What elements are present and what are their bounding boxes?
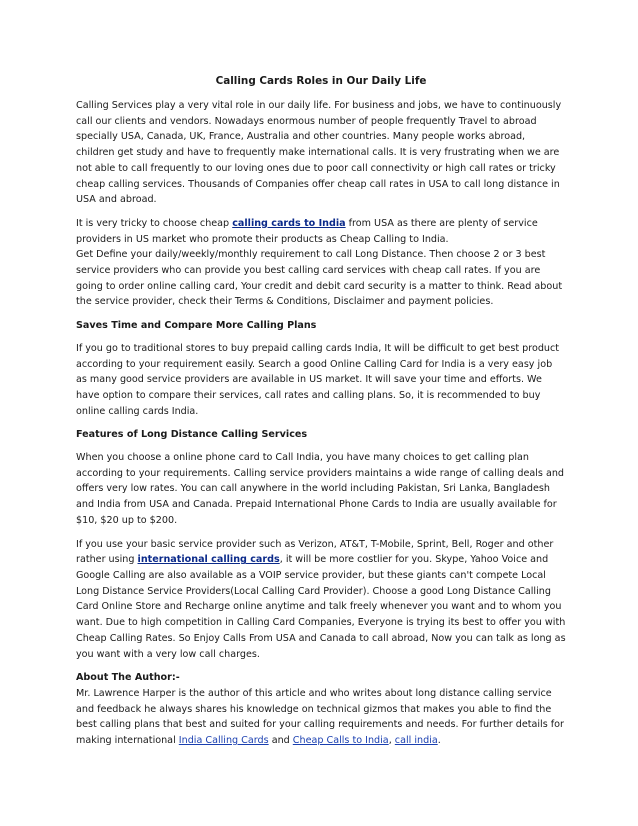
section-paragraph-saves-time: If you go to traditional stores to buy prepaid calling cards India, It will be difficult to get best product according to your requirement easily. Search a good Online Calling Card for India is a very easy job as many good service providers are available in US market. It will save your time and efforts. We have option to compare their services, call rates and calling plans. So, it is recommended to buy online calling cards India. bbox=[76, 342, 560, 417]
cheap-calls-to-india-link[interactable]: Cheap Calls to India bbox=[292, 735, 389, 747]
section-paragraph-features: When you choose a online phone card to Call India, you have many choices to get calling plan according to your requirements. Calling service providers maintains a wide range of calling deals and offers very low rates. You can call anywhere in the world including Pakistan, Sri Lanka, Bangladesh and India from USA and Canada. Prepaid International Phone Cards to India are usually available for $10, $20 up to $200. bbox=[76, 452, 565, 526]
paragraph-define-requirements: Get Define your daily/weekly/monthly requirement to call Long Distance. Then choose 2 or 3 best service providers who can provide you best calling card services with cheap call rates. If you are going to order online calling card, Your credit and debit card security is a matter to think. Read about the service provider, check their Terms & Conditions, Disclaimer and payment policies. bbox=[76, 249, 563, 308]
paragraph-text: . bbox=[437, 735, 441, 747]
author-heading: About The Author:- bbox=[76, 672, 180, 684]
document-page bbox=[76, 74, 566, 757]
india-calling-cards-link[interactable]: India Calling Cards bbox=[178, 735, 269, 747]
section-heading-saves-time: Saves Time and Compare More Calling Plans bbox=[76, 320, 317, 332]
paragraph-text: from USA as there are plenty of service providers in US market who promote their products as Cheap Calling to India. bbox=[76, 217, 538, 245]
section-heading-features: Features of Long Distance Calling Services bbox=[76, 429, 308, 441]
intro-paragraph: Calling Services play a very vital role in our daily life. For business and jobs, we have to continuously call our clients and vendors. Nowadays enormous number of people frequently Travel to abroad specially USA, Canada, UK, France, Australia and other countries. Many people works abroad, children get study and have to frequently make international calls. It is very frustrating when we are not able to call frequently to our loving ones due to poor call connectivity or high call rates or tricky cheap calling services. Thousands of Companies offer cheap call rates in USA to call long distance in USA and abroad. bbox=[76, 100, 562, 206]
calling-cards-to-india-link[interactable]: calling cards to India bbox=[232, 217, 346, 229]
paragraph-text: , bbox=[388, 735, 395, 747]
paragraph-cheap-calling bbox=[76, 216, 566, 247]
paragraph-text: and bbox=[268, 735, 293, 747]
paragraph-text: If you use your basic service provider such as Verizon, AT&T, T-Mobile, Sprint, Bell, Roger and other rather using bbox=[76, 538, 554, 566]
document-title: Calling Cards Roles in Our Daily Life bbox=[215, 75, 427, 87]
author-paragraph bbox=[76, 686, 566, 749]
paragraph-text: It is very tricky to choose cheap bbox=[76, 217, 233, 229]
call-india-link[interactable]: call india bbox=[394, 735, 438, 747]
paragraph-text: Mr. Lawrence Harper is the author of this article and who writes about long distance calling service and feedback he always shares his knowledge on technical gizmos that makes you able to find the best calling plans that best and suited for your calling requirements and needs. For further details for making international bbox=[76, 687, 564, 747]
international-calling-cards-link[interactable]: international calling cards bbox=[137, 554, 280, 566]
paragraph-text: , it will be more costlier for you. Skype, Yahoo Voice and Google Calling are also available as a VOIP service provider, but these giants can't compete Local Long Distance Service Providers(Local Calling Card Provider). Choose a good Long Distance Calling Card Online Store and Recharge online anytime and talk freely whenever you want and to whom you want. Due to high competition in Calling Card Companies, Everyone is trying its best to offer you with Cheap Calling Rates. So Enjoy Calls From USA and Canada to call abroad, Now you can talk as long as you want with a very low call charges. bbox=[76, 554, 566, 660]
paragraph-basic-provider bbox=[76, 537, 566, 663]
